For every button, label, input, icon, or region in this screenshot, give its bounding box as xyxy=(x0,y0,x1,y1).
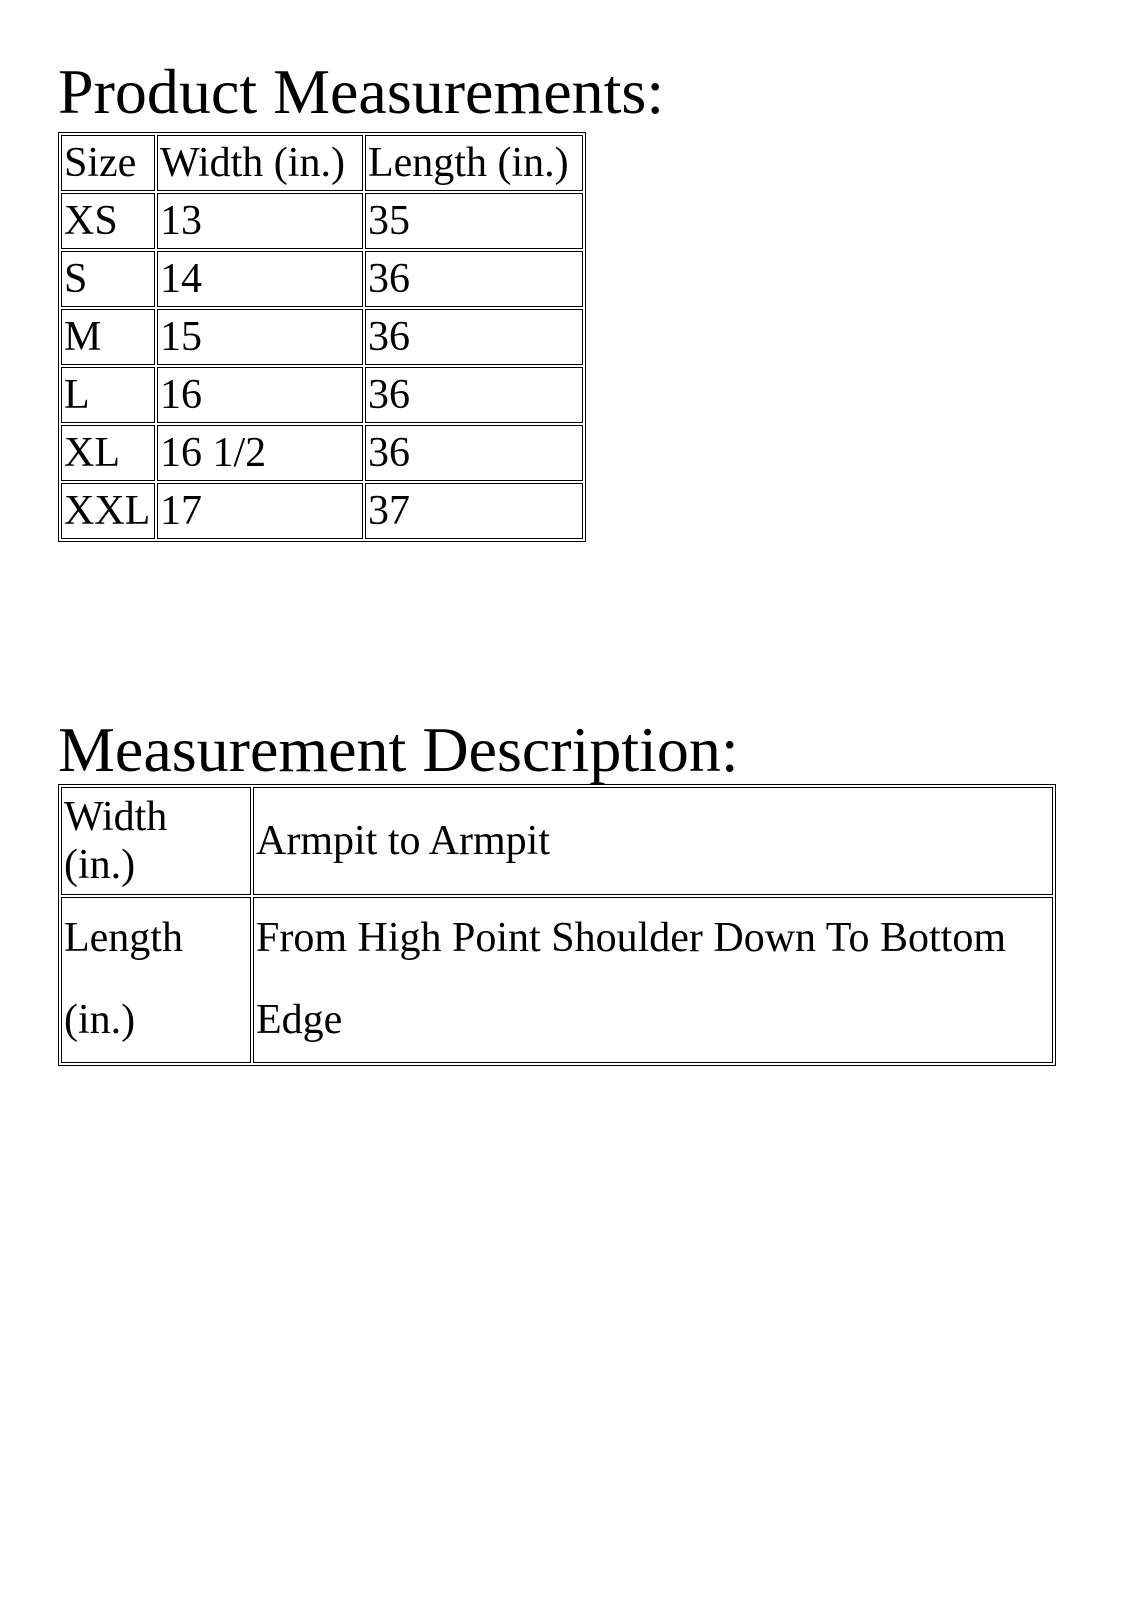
cell-length: 36 xyxy=(365,367,583,423)
cell-width: 13 xyxy=(157,193,363,249)
cell-size: S xyxy=(61,251,155,307)
cell-length: 35 xyxy=(365,193,583,249)
cell-size: L xyxy=(61,367,155,423)
size-chart-table xyxy=(58,132,586,542)
measurement-description-heading: Measurement Description: xyxy=(58,714,739,785)
description-label-length: Length (in.) xyxy=(61,897,251,1063)
description-text-length: From High Point Shoulder Down To Bottom Edge xyxy=(253,897,1053,1063)
table-row xyxy=(61,309,583,365)
cell-size: XL xyxy=(61,425,155,481)
table-header-row xyxy=(61,135,583,191)
header-size: Size xyxy=(61,135,155,191)
table-row xyxy=(61,367,583,423)
cell-width: 15 xyxy=(157,309,363,365)
table-row xyxy=(61,897,1053,1063)
header-width: Width (in.) xyxy=(157,135,363,191)
measurement-description-table xyxy=(58,784,1056,1066)
cell-length: 37 xyxy=(365,483,583,539)
table-row xyxy=(61,251,583,307)
cell-size: M xyxy=(61,309,155,365)
cell-width: 16 xyxy=(157,367,363,423)
table-row xyxy=(61,425,583,481)
table-row xyxy=(61,483,583,539)
header-length: Length (in.) xyxy=(365,135,583,191)
cell-size: XS xyxy=(61,193,155,249)
table-row xyxy=(61,193,583,249)
cell-length: 36 xyxy=(365,425,583,481)
cell-width: 16 1/2 xyxy=(157,425,363,481)
cell-length: 36 xyxy=(365,251,583,307)
description-label-width: Width (in.) xyxy=(61,787,251,895)
cell-width: 14 xyxy=(157,251,363,307)
description-text-width: Armpit to Armpit xyxy=(253,787,1053,895)
table-row xyxy=(61,787,1053,895)
product-measurements-heading: Product Measurements: xyxy=(58,56,665,127)
cell-length: 36 xyxy=(365,309,583,365)
cell-size: XXL xyxy=(61,483,155,539)
cell-width: 17 xyxy=(157,483,363,539)
